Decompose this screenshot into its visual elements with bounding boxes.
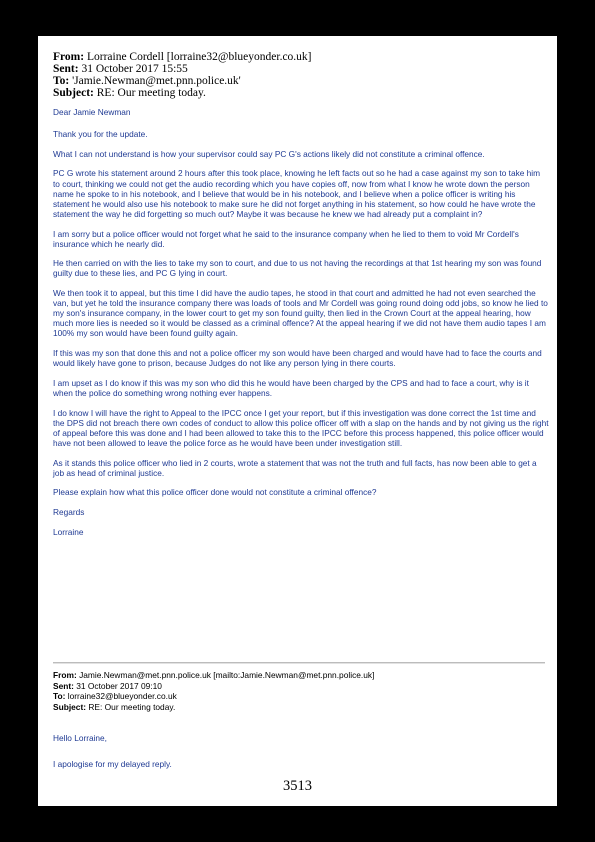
subject-row — [53, 702, 549, 713]
paragraph: I am sorry but a police officer would not forget what he said to the insurance company when he lied to them to void Mr Cordell's insurance which he nearly did. — [53, 228, 519, 249]
email-header-1 — [53, 51, 553, 99]
greeting: Dear Jamie Newman — [53, 107, 131, 117]
sign-off: Regards — [53, 507, 85, 518]
from-label: From: — [53, 670, 77, 680]
paragraph: We then took it to appeal, but this time I did have the audio tapes, he stood in that court and admitted he had not even searched the van, but yet he told the insurance company there was loads of tools and Mr Cordell was going round doing odd jobs, so know he lied to my son's insurance company, in the lower court to get my son found guilty, then lied in the Crown Court at the appeal hearing, how much more lies is needed so it would be classed as a criminal offence? At the appeal hearing if we did not have them audio tapes I am 100% my son would have been found guilty again. — [53, 288, 548, 339]
email-header-2 — [53, 670, 549, 712]
sent-row — [53, 681, 549, 692]
from-label: From: — [53, 51, 85, 63]
to-value: 'Jamie.Newman@met.pnn.police.uk' — [72, 75, 241, 87]
signature: Lorraine — [53, 526, 84, 537]
to-row — [53, 691, 549, 702]
paragraph: What I can not understand is how your supervisor could say PC G's actions likely did not constitute a criminal offence. — [53, 148, 485, 159]
paragraph: As it stands this police officer who lied in 2 courts, wrote a statement that was not the truth and full facts, has now been able to get a job as head of criminal justice. — [53, 457, 537, 478]
quote-separator — [53, 662, 545, 664]
paragraph: Please explain how what this police officer done would not constitute a criminal offence? — [53, 487, 377, 498]
sent-row — [53, 63, 553, 75]
to-value: lorraine32@blueyonder.co.uk — [67, 691, 177, 701]
sent-label: Sent: — [53, 680, 74, 691]
page-number: 3513 — [283, 778, 312, 794]
paragraph: I do know I will have the right to Appeal to the IPCC once I get your report, but if this investigation was done correct the 1st time and the DPS did not breach there own codes of conduct to allow this police officer off with a slap on the hands and by not giving us the right of appeal before this was done and I had been allowed to take this to the IPCC before this process happened, this police officer would have not been allowed to leave the police force as he would have been under investigation still. — [53, 407, 549, 448]
greeting: Hello Lorraine, — [53, 733, 107, 743]
sent-value: 31 October 2017 09:10 — [76, 680, 162, 691]
to-label: To: — [53, 75, 70, 87]
sent-value: 31 October 2017 15:55 — [81, 63, 188, 75]
sent-label: Sent: — [53, 63, 79, 75]
from-row — [53, 51, 553, 63]
subject-label: Subject: — [53, 701, 87, 712]
subject-value: RE: Our meeting today. — [88, 701, 176, 712]
document-page — [38, 36, 557, 806]
paragraph: He then carried on with the lies to take my son to court, and due to us not having the recordings at that 1st hearing my son was found guilty due to these lies, and PC G lying in court. — [53, 258, 542, 279]
subject-label: Subject: — [53, 87, 94, 99]
paragraph: PC G wrote his statement around 2 hours after this took place, knowing he left facts out so he had a case against my son to take him to court, thinking we could not get the audio recording which you have copies off, now from what I know he wrote down the person name he spoke to in his notebook, and I believe that would be in his notebook, and I believe when a police officer is writing his statement he would also use his notebook to make sure he did not forget anything in his statement, so how could he have wrote the statement the way he did forgetting so much out? Maybe it was because he knew we had already put a complaint in? — [53, 168, 541, 219]
from-value: Jamie.Newman@met.pnn.police.uk [mailto:Jamie.Newman@met.pnn.police.uk] — [79, 670, 375, 680]
paragraph: I apologise for my delayed reply. — [53, 759, 172, 770]
paragraph: If this was my son that done this and not a police officer my son would have been charged and would have had to face the courts and would likely have gone to prison, because Judges do not like any person lying in there courts. — [53, 348, 542, 369]
to-row — [53, 75, 553, 87]
to-label: To: — [53, 691, 66, 701]
from-value: Lorraine Cordell [lorraine32@blueyonder.co.uk] — [86, 51, 312, 63]
paragraph: I am upset as I do know if this was my son who did this he would have been charged by the CPS and had to face a court, why is it when the police do something wrong nothing ever happens. — [53, 377, 529, 399]
from-row — [53, 670, 549, 681]
paragraph: Thank you for the update. — [53, 129, 148, 140]
subject-row — [53, 87, 553, 99]
subject-value: RE: Our meeting today. — [96, 87, 206, 99]
email-body-1 — [53, 107, 549, 547]
